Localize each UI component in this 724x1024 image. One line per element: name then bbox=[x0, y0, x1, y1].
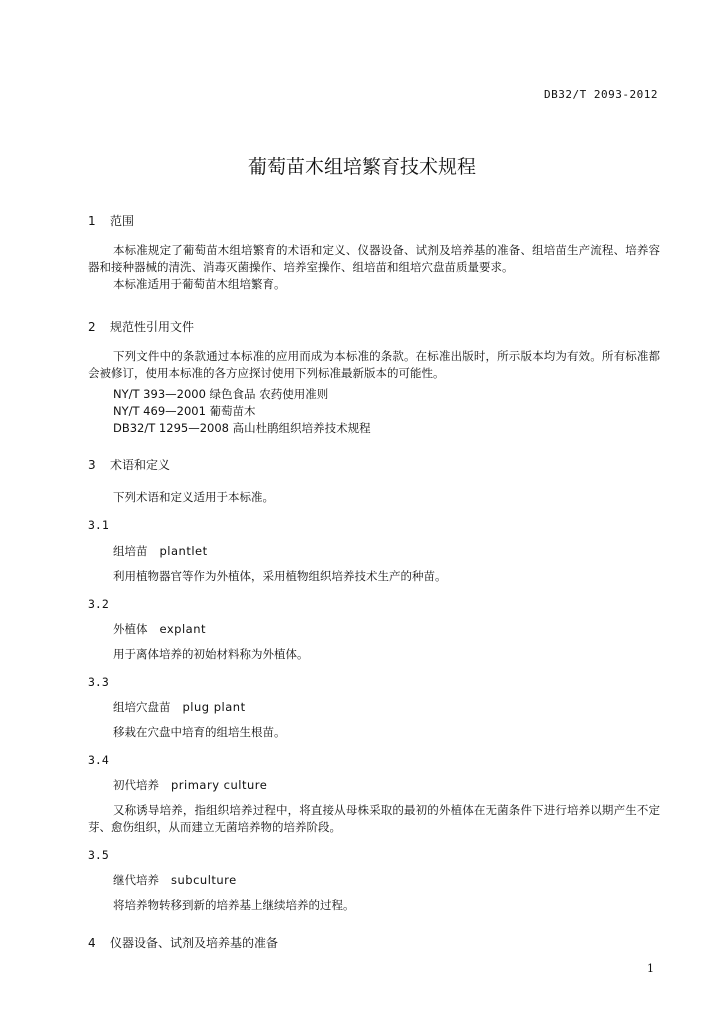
term-heading bbox=[113, 543, 208, 559]
section-heading-4 bbox=[88, 934, 278, 951]
term-definition: 又称诱导培养，指组织培养过程中，将直接从母株采取的最初的外植体在无菌条件下进行培养以期产生不定芽、愈伤组织，从而建立无菌培养物的培养阶段。 bbox=[88, 803, 660, 834]
section-heading-3 bbox=[88, 456, 170, 473]
term-number: 3.5 bbox=[88, 848, 109, 862]
term-en: plug plant bbox=[182, 700, 246, 714]
reference-item: DB32/T 1295—2008 高山杜鹃组织培养技术规程 bbox=[113, 421, 371, 435]
term-zh: 外植体 bbox=[113, 622, 148, 636]
term-definition: 用于离体培养的初始材料称为外植体。 bbox=[113, 647, 309, 661]
term-zh: 组培穴盘苗 bbox=[113, 700, 171, 714]
term-en: explant bbox=[159, 622, 207, 636]
term-number: 3.3 bbox=[88, 675, 109, 689]
term-heading bbox=[113, 699, 246, 715]
terms-intro: 下列术语和定义适用于本标准。 bbox=[113, 490, 274, 504]
term-number: 3.1 bbox=[88, 518, 109, 532]
section-title: 范围 bbox=[110, 214, 135, 228]
term-zh: 初代培养 bbox=[113, 778, 159, 792]
term-number: 3.4 bbox=[88, 753, 109, 767]
term-definition: 将培养物转移到新的培养基上继续培养的过程。 bbox=[113, 898, 355, 912]
reference-item: NY/T 469—2001 葡萄苗木 bbox=[113, 404, 256, 418]
normative-intro: 下列文件中的条款通过本标准的应用而成为本标准的条款。在标准出版时，所示版本均为有效。所有标准都会被修订，使用本标准的各方应探讨使用下列标准最新版本的可能性。 bbox=[88, 349, 660, 380]
document-title: 葡萄苗木组培繁育技术规程 bbox=[247, 156, 476, 178]
term-definition: 利用植物器官等作为外植体，采用植物组织培养技术生产的种苗。 bbox=[113, 569, 447, 583]
term-definition: 移栽在穴盘中培育的组培生根苗。 bbox=[113, 725, 286, 739]
section-number: 2 bbox=[88, 320, 96, 334]
term-zh: 继代培养 bbox=[113, 873, 159, 887]
term-en: primary culture bbox=[171, 778, 268, 792]
section-number: 3 bbox=[88, 458, 96, 472]
term-heading bbox=[113, 777, 267, 793]
section-heading-1 bbox=[88, 212, 134, 229]
section-title: 仪器设备、试剂及培养基的准备 bbox=[110, 936, 279, 950]
scope-paragraph: 本标准规定了葡萄苗木组培繁育的术语和定义、仪器设备、试剂及培养基的准备、组培苗生产流程、培养容器和接种器械的清洗、消毒灭菌操作、培养室操作、组培苗和组培穴盘苗质量要求。 bbox=[88, 243, 660, 274]
term-en: subculture bbox=[171, 873, 237, 887]
reference-item: NY/T 393—2000 绿色食品 农药使用准则 bbox=[113, 387, 329, 401]
section-heading-2 bbox=[88, 318, 194, 335]
scope-applicability: 本标准适用于葡萄苗木组培繁育。 bbox=[113, 277, 286, 291]
section-number: 1 bbox=[88, 214, 96, 228]
term-en: plantlet bbox=[159, 544, 208, 558]
section-title: 规范性引用文件 bbox=[110, 320, 195, 334]
term-number: 3.2 bbox=[88, 597, 109, 611]
section-number: 4 bbox=[88, 936, 96, 950]
standard-code: DB32/T 2093-2012 bbox=[544, 88, 658, 101]
section-title: 术语和定义 bbox=[110, 458, 171, 472]
term-heading bbox=[113, 621, 206, 637]
term-zh: 组培苗 bbox=[113, 544, 148, 558]
page-number: 1 bbox=[647, 962, 654, 975]
term-heading bbox=[113, 872, 237, 888]
